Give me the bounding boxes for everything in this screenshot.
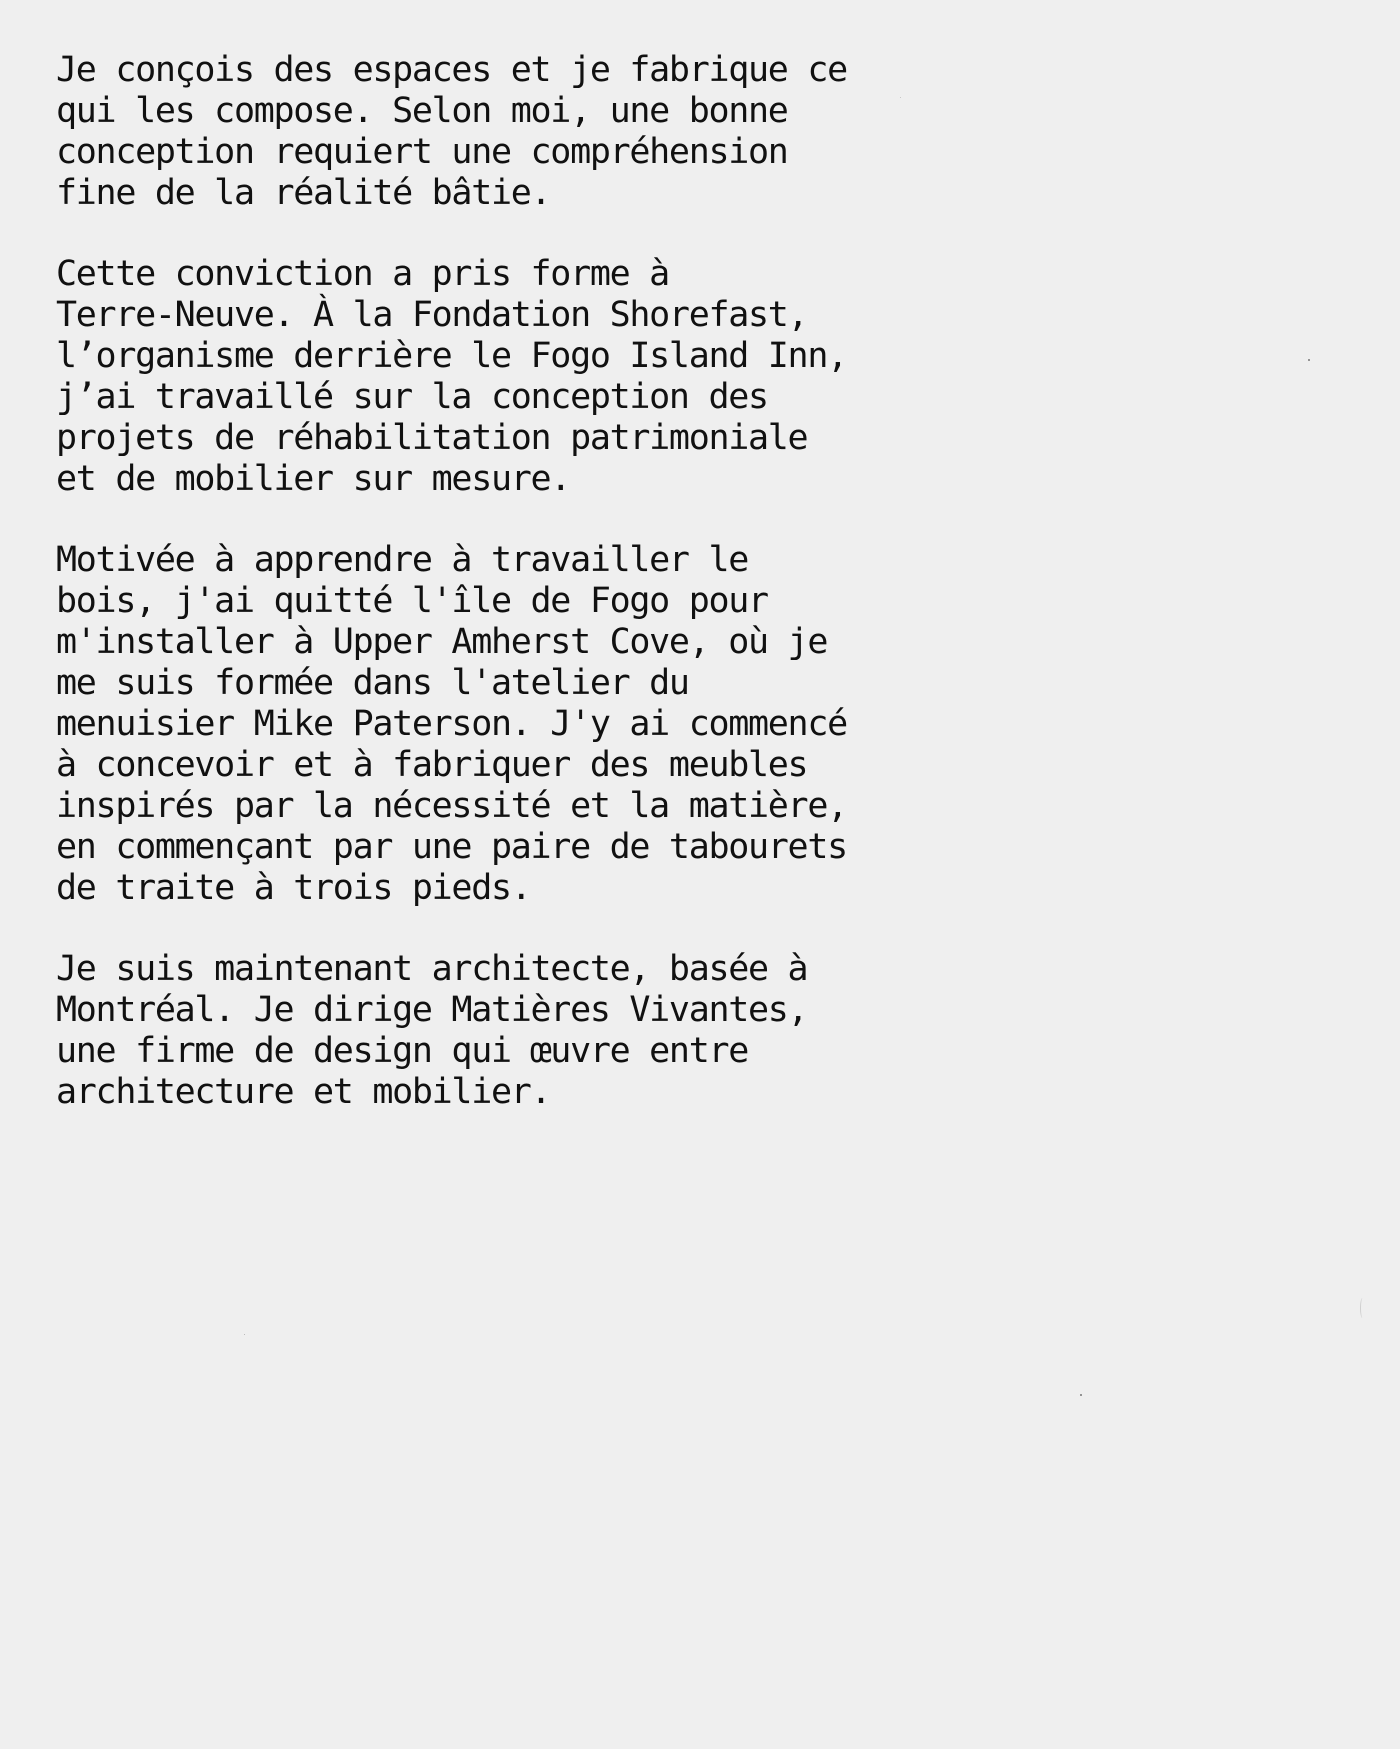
text-line: à concevoir et à fabriquer des meubles xyxy=(56,745,808,785)
text-line: fine de la réalité bâtie. xyxy=(56,173,551,213)
paper-speck xyxy=(900,97,901,98)
letter-body xyxy=(56,50,956,1153)
paragraph-4 xyxy=(56,949,956,1113)
text-line: l’organisme derrière le Fogo Island Inn, xyxy=(56,336,847,376)
text-line: Je conçois des espaces et je fabrique ce xyxy=(56,50,847,90)
text-line: une firme de design qui œuvre entre xyxy=(56,1031,749,1071)
text-line: de traite à trois pieds. xyxy=(56,868,531,908)
text-line: j’ai travaillé sur la conception des xyxy=(56,377,768,417)
text-line: inspirés par la nécessité et la matière, xyxy=(56,786,847,826)
text-line: Montréal. Je dirige Matières Vivantes, xyxy=(56,990,808,1030)
paper-speck xyxy=(1308,359,1310,361)
text-line: conception requiert une compréhension xyxy=(56,132,788,172)
paragraph-1 xyxy=(56,50,956,214)
paper-speck xyxy=(1080,1394,1082,1396)
text-line: et de mobilier sur mesure. xyxy=(56,459,571,499)
text-line: projets de réhabilitation patrimoniale xyxy=(56,418,808,458)
text-line: Terre-Neuve. À la Fondation Shorefast, xyxy=(56,295,808,335)
text-line: Je suis maintenant architecte, basée à xyxy=(56,949,808,989)
text-line: m'installer à Upper Amherst Cove, où je xyxy=(56,622,828,662)
text-line: Cette conviction a pris forme à xyxy=(56,254,669,294)
paragraph-2 xyxy=(56,254,956,500)
text-line: me suis formée dans l'atelier du xyxy=(56,663,689,703)
text-line: bois, j'ai quitté l'île de Fogo pour xyxy=(56,581,768,621)
text-line: en commençant par une paire de tabourets xyxy=(56,827,847,867)
paragraph-3 xyxy=(56,540,956,909)
text-line: Motivée à apprendre à travailler le xyxy=(56,540,749,580)
text-line: menuisier Mike Paterson. J'y ai commencé xyxy=(56,704,847,744)
paper-mark xyxy=(1360,1298,1365,1318)
text-line: architecture et mobilier. xyxy=(56,1072,551,1112)
text-line: qui les compose. Selon moi, une bonne xyxy=(56,91,788,131)
paper-speck xyxy=(244,1334,245,1335)
